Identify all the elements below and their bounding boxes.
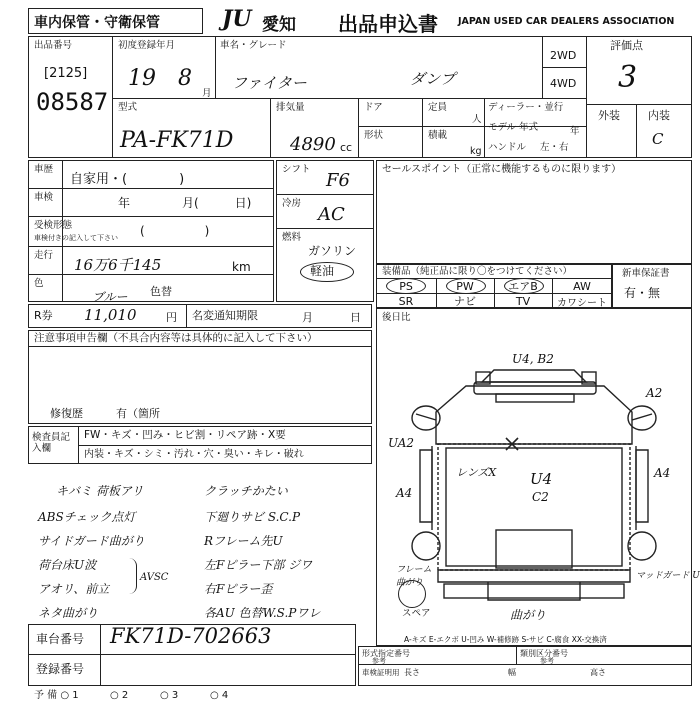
org-name: 愛知: [262, 15, 296, 35]
wd-2: 2WD: [550, 49, 577, 62]
registration-label: 初度登録年月: [118, 40, 176, 51]
mark-bottom: 曲がり: [510, 608, 547, 622]
ac-label: 冷房: [282, 198, 302, 209]
displacement-unit: cc: [340, 141, 353, 154]
equip-tv: TV: [515, 294, 531, 308]
storage-badge: 車内保管・守衛保管: [34, 15, 160, 31]
handle-options: 左・右: [540, 142, 569, 153]
mark-center2: C2: [532, 490, 549, 504]
spec-label: 形式指定番号: [362, 649, 410, 658]
note-left-4: 荷台床U波: [38, 558, 97, 572]
shift-value: F6: [326, 170, 350, 191]
equip-airbag: エアB: [508, 280, 538, 293]
equip-sr: SR: [398, 294, 414, 308]
equip-navi: ナビ: [454, 295, 476, 308]
grade-value: 3: [618, 60, 638, 95]
displacement-label: 排気量: [276, 102, 305, 113]
spec-ref: 参考: [372, 657, 386, 665]
reg-label: 登録番号: [36, 662, 85, 676]
shape-label: 形状: [364, 130, 384, 141]
equip-ps: PS: [399, 279, 413, 293]
equip-pw-circle: [446, 278, 486, 294]
class-ref: 参考: [540, 657, 554, 665]
note-right-1: クラッチかたい: [204, 484, 288, 498]
height-label: 高さ: [590, 668, 606, 677]
color-value: ブルー: [92, 290, 128, 304]
notice-month: 月: [302, 311, 313, 324]
sales-point-label: セールスポイント（正常に機能するものに限ります）: [382, 164, 622, 175]
spec-cert-label: 車検証明用: [362, 668, 400, 677]
history-label: 車歴: [34, 164, 54, 175]
fuel-value2: 軽油: [310, 264, 335, 278]
repair-label: 修復歴: [50, 407, 83, 420]
lot-label: 出品番号: [34, 40, 73, 51]
note-left-1: キバミ 荷板アリ: [56, 484, 144, 498]
inspection-label: 車検: [34, 192, 54, 203]
registration-month: 8: [178, 66, 192, 91]
note-left-6: ネタ曲がり: [38, 606, 99, 620]
caution-label: 注意事項申告欄（不具合内容等は具体的に記入して下さい）: [34, 332, 318, 344]
bottom-item-1: 予 備 ○ 1: [34, 690, 79, 701]
model-year-label: モデル 年式: [488, 122, 539, 133]
bottom-item-4: ○ 4: [210, 690, 229, 701]
class-label: 類別区分番号: [520, 649, 568, 658]
mark-a4-right: A4: [654, 466, 671, 480]
inspection-year: 年: [118, 196, 131, 210]
bottom-item-3: ○ 3: [160, 690, 179, 701]
registration-year: 19: [128, 66, 156, 91]
mark-a2: A2: [646, 386, 663, 400]
bottom-item-2: ○ 2: [110, 690, 129, 701]
postfix-label: 後日比: [382, 312, 411, 323]
model-value: PA-FK71D: [120, 128, 234, 153]
lot-sub-number: [2125]: [44, 66, 88, 81]
equip-airbag-circle: [504, 278, 544, 294]
doc-title-en: JAPAN USED CAR DEALERS ASSOCIATION: [458, 16, 675, 27]
equipment-label: 装備品（純正品に限り〇をつけてください）: [382, 266, 573, 277]
notice-label: 名変通知期限: [192, 309, 258, 322]
note-left-2: ABSチェック点灯: [38, 510, 136, 524]
inspector-row2: 内装・キズ・シミ・汚れ・穴・臭い・キレ・破れ: [84, 449, 304, 460]
length-label: 長さ: [404, 668, 420, 677]
vehicle-name-label: 車名・グレード: [220, 40, 287, 51]
vehicle-name: ファイター: [232, 74, 307, 92]
registration-month-unit: 月: [202, 88, 212, 99]
note-left-5: アオリ、前立: [38, 582, 110, 596]
notice-day: 日: [350, 311, 361, 324]
year-unit: 年: [570, 126, 580, 137]
equip-ps-circle: [386, 278, 426, 294]
mark-spare-label: スペア: [402, 608, 431, 619]
mileage-label: 走行: [34, 250, 54, 261]
note-brace: [128, 558, 137, 594]
fuel-value: ガソリン: [308, 244, 357, 258]
model-label: 型式: [118, 102, 138, 113]
inspection-month: 月( 日): [182, 196, 252, 210]
exterior-label: 外装: [598, 109, 620, 122]
note-right-4: 左Fピラー下部 ジワ: [204, 558, 313, 572]
shift-label: シフト: [282, 164, 311, 175]
door-label: ドア: [364, 102, 383, 113]
note-left-3: サイドガード曲がり: [38, 534, 145, 548]
interior-value: C: [652, 130, 664, 148]
chassis-value: FK71D-702663: [110, 624, 272, 648]
reception-paren: ( ): [140, 224, 210, 238]
inspector-row1: FW・キズ・凹み・ヒビ割・リペア跡・X要: [84, 429, 286, 441]
mark-lens: レンズX: [456, 466, 497, 479]
legend-codes: A-キズ E-エクボ U-凹み W-補修跡 S-サビ C-腐食 XX-交換済: [404, 635, 607, 644]
mark-mudguard: マッドガード U: [636, 571, 700, 581]
note-right-5: 右Fピラー歪: [204, 582, 273, 596]
mileage-unit: km: [232, 260, 251, 274]
equip-leather: カワシート: [557, 297, 607, 309]
handle-label: ハンドル: [488, 142, 527, 153]
chassis-label: 車台番号: [36, 632, 85, 646]
sales-point-box: [376, 160, 692, 264]
spare-circle: [398, 580, 426, 608]
ju-logo: JU: [222, 6, 252, 32]
note-right-3: Rフレーム先U: [204, 534, 283, 548]
warranty-label: 新車保証書: [622, 268, 670, 279]
payload-label: 積載: [428, 130, 448, 141]
warranty-value: 有・無: [624, 286, 661, 300]
doc-title: 出品申込書: [338, 12, 438, 36]
note-left-tag: AVSC: [140, 572, 169, 583]
equip-aw: AW: [573, 279, 591, 293]
color-label: 色: [34, 278, 44, 289]
mileage-value: 16万6千145: [74, 256, 162, 274]
interior-label: 内装: [648, 109, 670, 122]
payload-unit: kg: [470, 146, 482, 157]
mark-spare-note: フレーム曲がり: [396, 565, 432, 588]
vehicle-grade: ダンプ: [410, 70, 456, 88]
recycle-unit: 円: [166, 311, 177, 324]
grade-label: 評価点: [610, 39, 643, 52]
lot-number: 08587: [36, 88, 109, 116]
equip-pw: PW: [456, 279, 474, 293]
mark-center1: U4: [530, 470, 553, 488]
capacity-unit: 人: [472, 114, 482, 125]
recycle-label: R券: [34, 309, 53, 322]
dealer-label: ディーラー・並行: [488, 102, 564, 113]
history-value: 自家用・( ): [70, 172, 185, 187]
recycle-value: 11,010: [84, 306, 137, 324]
color-change: 色替: [150, 285, 172, 298]
fuel-label: 燃料: [282, 232, 302, 243]
wd-4: 4WD: [550, 77, 577, 90]
mark-top: U4, B2: [512, 352, 554, 366]
displacement-value: 4890: [290, 134, 336, 155]
inspector-label: 検査員記入欄: [32, 432, 71, 454]
ac-value: AC: [318, 204, 345, 225]
capacity-label: 定員: [428, 102, 448, 113]
width-label: 幅: [508, 668, 516, 677]
note-right-2: 下廻りサビ S.C.P: [204, 510, 301, 524]
note-right-6: 各AU 色替W.S.Pワレ: [204, 606, 321, 620]
mark-ua2: UA2: [388, 436, 415, 450]
repair-value: 有（箇所: [116, 407, 160, 420]
reception-note: 車検付きの記入して下さい: [34, 234, 118, 242]
mark-a4-left: A4: [396, 486, 413, 500]
reception-label: 受検形態: [34, 220, 73, 231]
fuel-circle-mark: [300, 262, 354, 282]
